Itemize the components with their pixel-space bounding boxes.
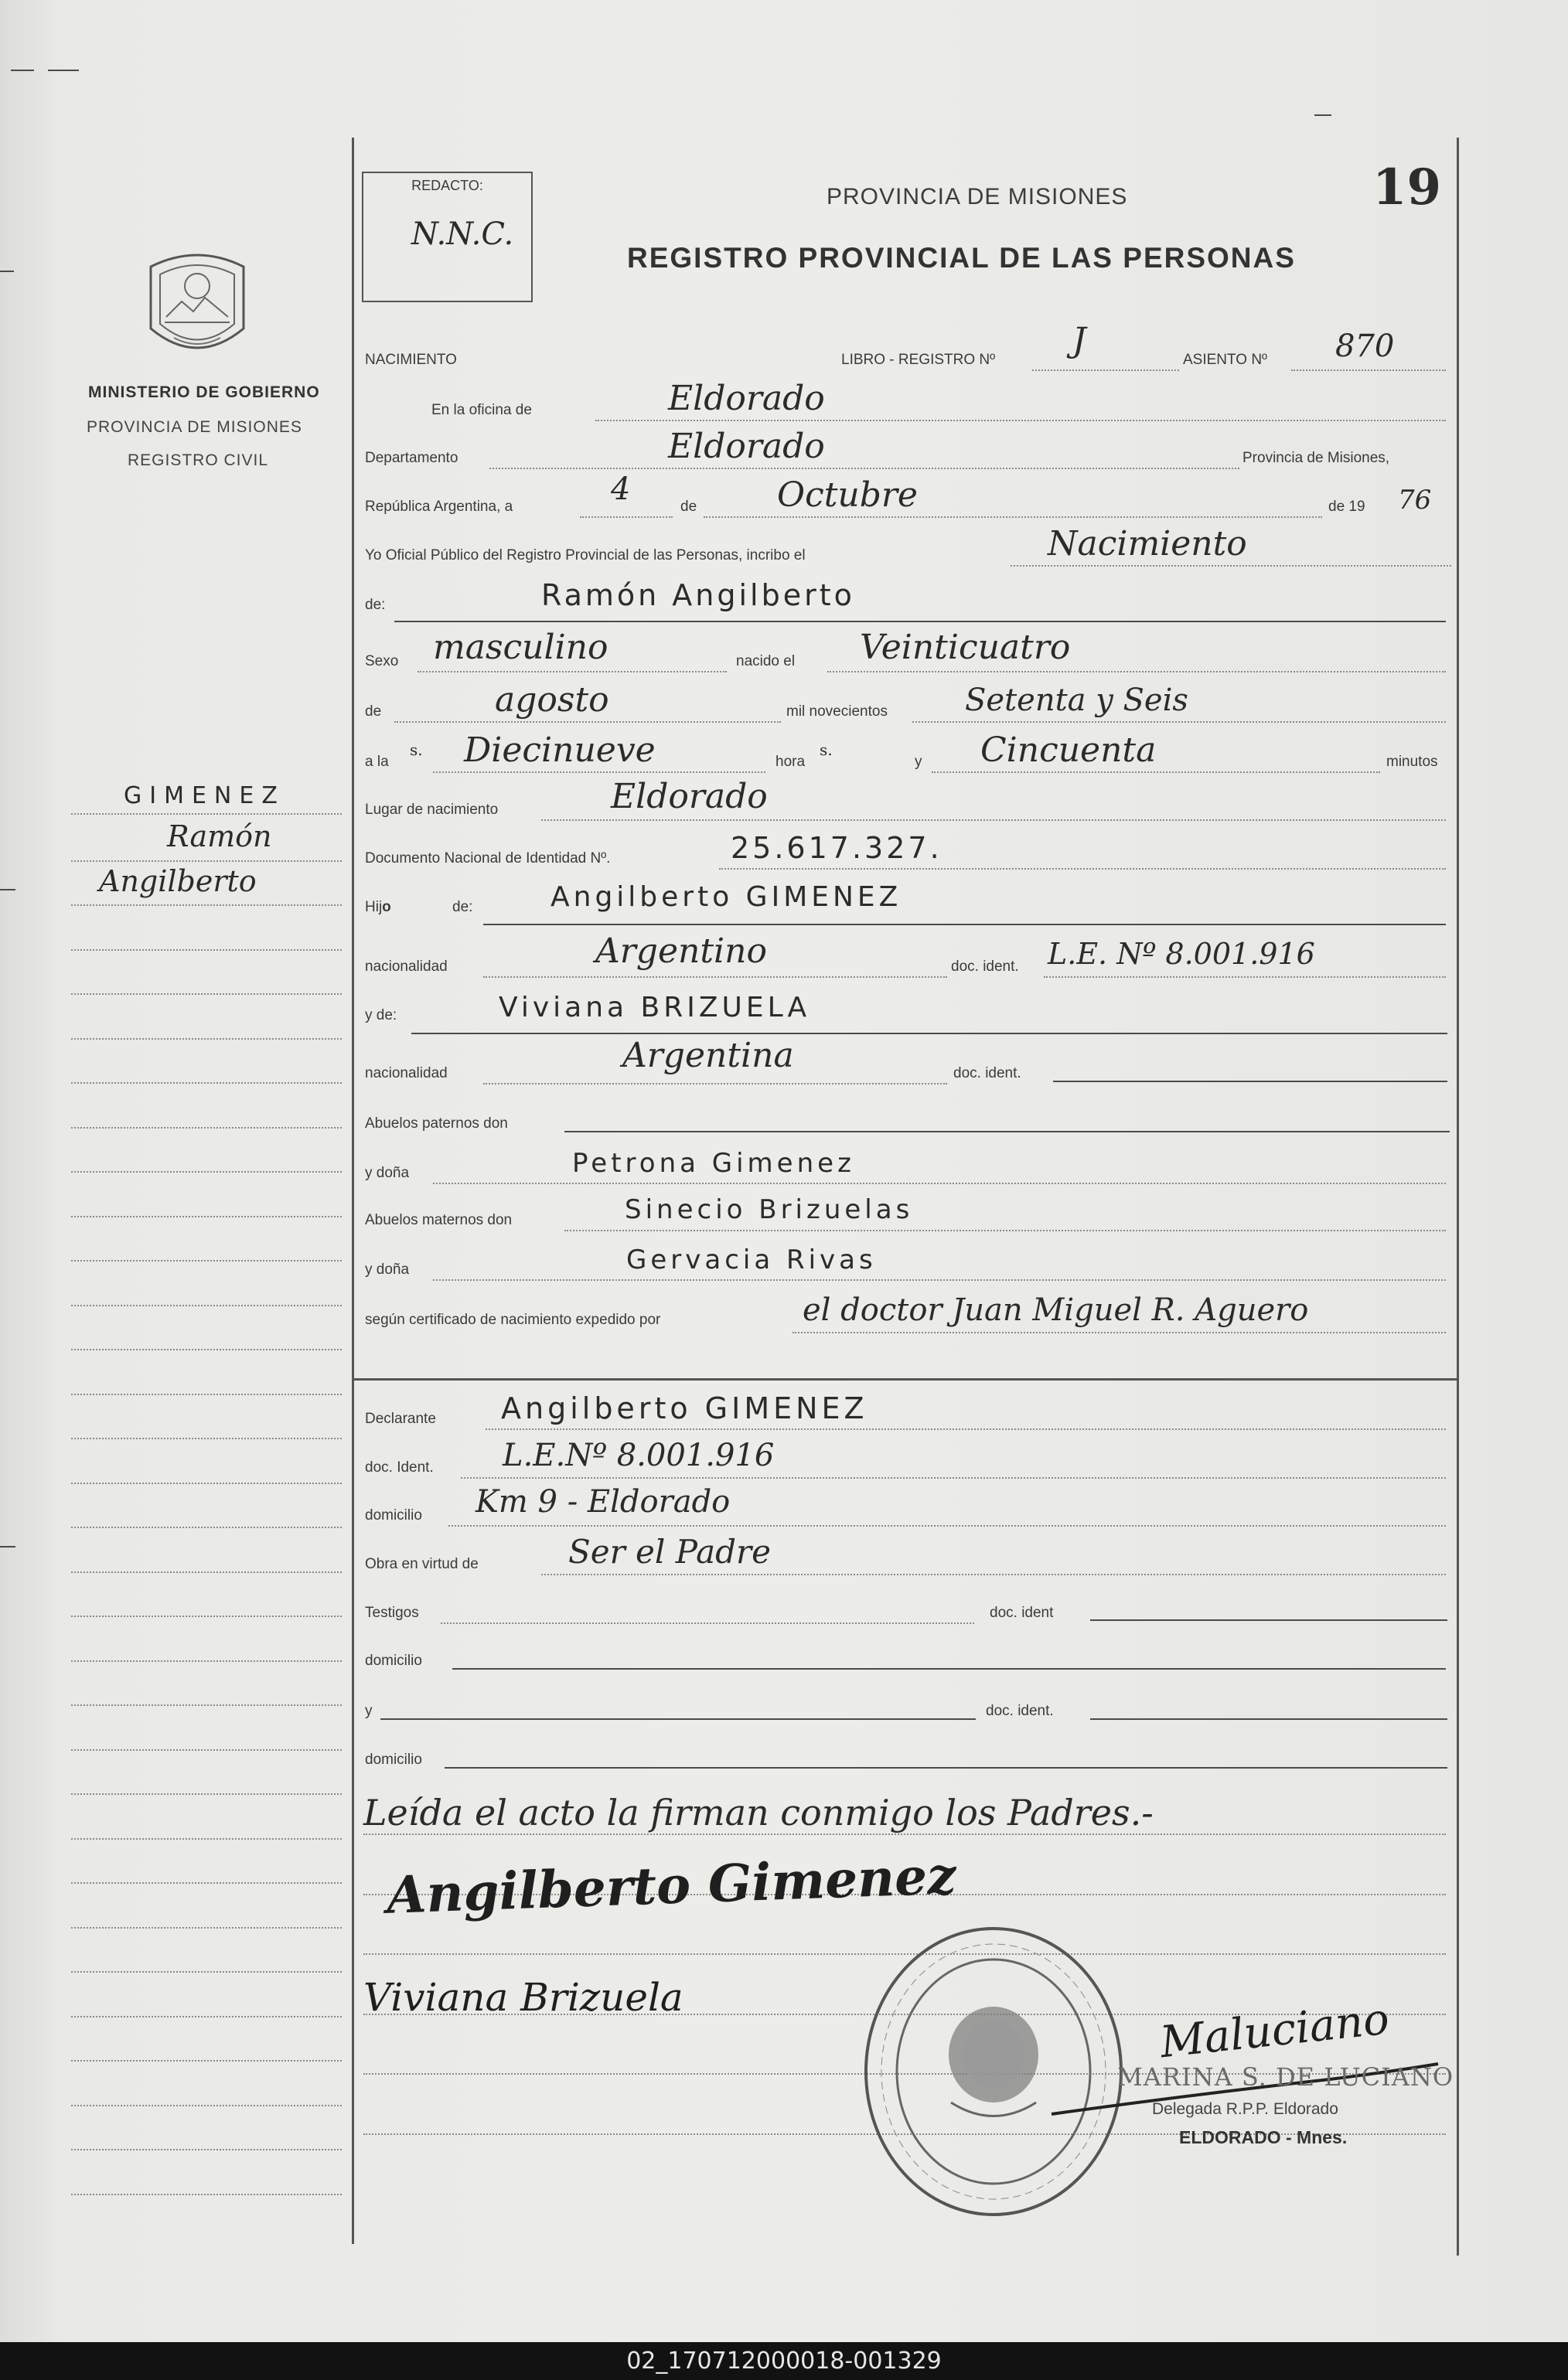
hora-value: Diecinueve bbox=[464, 730, 656, 770]
acto-line bbox=[1011, 565, 1451, 567]
margin-name1: Ramón bbox=[167, 819, 272, 853]
abuela-p-value: Petrona Gimenez bbox=[572, 1148, 855, 1179]
domicilio3-line bbox=[445, 1767, 1447, 1769]
padre-line bbox=[483, 924, 1446, 925]
dni-line bbox=[719, 868, 1446, 870]
obra-value: Ser el Padre bbox=[568, 1533, 771, 1571]
domicilio2-label: domicilio bbox=[365, 1653, 422, 1669]
domicilio2-line bbox=[452, 1668, 1446, 1670]
hora-line bbox=[433, 771, 765, 773]
sexo-label: Sexo bbox=[365, 653, 399, 669]
obra-label: Obra en virtud de bbox=[365, 1556, 479, 1572]
abuelos-p-line bbox=[564, 1131, 1450, 1132]
margin-line bbox=[71, 1305, 342, 1306]
margin-surname: GIMENEZ bbox=[124, 782, 285, 809]
lugar-label: Lugar de nacimiento bbox=[365, 802, 499, 818]
docident2-line bbox=[1090, 1619, 1447, 1621]
official-place: ELDORADO - Mnes. bbox=[1179, 2127, 1348, 2147]
header-province: PROVINCIA DE MISIONES bbox=[827, 184, 1128, 209]
oficina-value: Eldorado bbox=[668, 379, 825, 418]
nac2-label: nacionalidad bbox=[365, 1065, 448, 1081]
domicilio-line bbox=[448, 1525, 1446, 1527]
margin-line bbox=[71, 1171, 342, 1173]
dia-value: 4 bbox=[611, 472, 631, 507]
margin-line bbox=[71, 860, 342, 862]
hijo-de-label: de: bbox=[452, 899, 473, 915]
margin-line bbox=[71, 813, 342, 815]
certificado-value: el doctor Juan Miguel R. Aguero bbox=[803, 1292, 1309, 1328]
madre-line bbox=[411, 1033, 1447, 1034]
abuela-p-line bbox=[433, 1183, 1446, 1184]
departamento-line bbox=[489, 468, 1239, 469]
minutos-line bbox=[932, 771, 1380, 773]
margin-line bbox=[71, 1038, 342, 1040]
republica-label: República Argentina, a bbox=[365, 499, 513, 515]
misiones-seal-icon bbox=[143, 243, 251, 367]
abuelo-m-value: Sinecio Brizuelas bbox=[625, 1194, 914, 1225]
closing-line bbox=[363, 1834, 1446, 1835]
hora-label: hora bbox=[775, 754, 806, 770]
hora-sup: s. bbox=[820, 741, 833, 759]
margin-line bbox=[71, 1704, 342, 1706]
acto-value: Nacimiento bbox=[1048, 524, 1247, 564]
docident2-label: doc. ident bbox=[990, 1605, 1054, 1621]
margin-line bbox=[71, 1082, 342, 1084]
oficial-text: Yo Oficial Público del Registro Provincial de las Personas, incribo el bbox=[365, 547, 806, 564]
abuelos-m-label: Abuelos maternos don bbox=[365, 1212, 513, 1228]
margin-line bbox=[71, 2060, 342, 2062]
y-line bbox=[380, 1718, 976, 1720]
frame-right-line bbox=[1457, 138, 1459, 2256]
margin-line bbox=[71, 2105, 342, 2106]
hijo-label bbox=[365, 899, 391, 916]
margin-line bbox=[71, 1349, 342, 1350]
margin-line bbox=[71, 2016, 342, 2017]
sexo-line bbox=[418, 671, 727, 672]
nac1-value: Argentino bbox=[595, 931, 767, 971]
margin-line bbox=[71, 904, 342, 906]
margin-line bbox=[71, 1616, 342, 1617]
ala-sup: s. bbox=[410, 741, 423, 759]
nacido-label: nacido el bbox=[736, 653, 796, 669]
asiento-label: ASIENTO Nº bbox=[1183, 352, 1267, 368]
margin-line bbox=[71, 1127, 342, 1129]
record-type: NACIMIENTO bbox=[365, 352, 457, 368]
docident3-label: doc. ident. bbox=[986, 1703, 1054, 1719]
hijo-suffix: o bbox=[382, 899, 391, 915]
anio-value: 76 bbox=[1398, 485, 1432, 516]
margin-line bbox=[71, 1216, 342, 1217]
official-name: MARINA S. DE LUCIANO bbox=[1117, 2062, 1454, 2092]
redacto-value: N.N.C. bbox=[411, 216, 514, 252]
margin-line bbox=[71, 1882, 342, 1884]
docid1-value: L.E. Nº 8.001.916 bbox=[1048, 937, 1315, 971]
seal-ministry: MINISTERIO DE GOBIERNO bbox=[88, 383, 320, 401]
nac2-line bbox=[483, 1083, 947, 1084]
anio-nac-value: Setenta y Seis bbox=[965, 683, 1188, 718]
redacto-box bbox=[362, 172, 533, 302]
file-id-caption: 02_170712000018-001329 bbox=[0, 2342, 1568, 2380]
testigos-line bbox=[441, 1622, 974, 1624]
margin-line bbox=[71, 1927, 342, 1929]
padre-value: Angilberto GIMENEZ bbox=[551, 881, 902, 913]
margin-line bbox=[71, 1483, 342, 1484]
docident-value: L.E.Nº 8.001.916 bbox=[503, 1438, 775, 1473]
docid1-label: doc. ident. bbox=[951, 958, 1019, 975]
frame-left-line bbox=[352, 138, 354, 2244]
nombre-line bbox=[394, 621, 1446, 622]
asiento-line bbox=[1291, 369, 1446, 371]
margin-line bbox=[71, 1749, 342, 1751]
docident3-line bbox=[1090, 1718, 1447, 1720]
abuela-m-line bbox=[433, 1279, 1446, 1281]
lugar-value: Eldorado bbox=[611, 777, 768, 816]
y-label: y bbox=[365, 1703, 373, 1719]
binding-mark bbox=[1314, 114, 1331, 116]
yde-label: y de: bbox=[365, 1007, 397, 1023]
signature-father: Angilberto Gimenez bbox=[385, 1845, 957, 1925]
oficina-label: En la oficina de bbox=[431, 402, 532, 418]
nac1-label: nacionalidad bbox=[365, 958, 448, 975]
abuelo-m-line bbox=[564, 1230, 1446, 1231]
de-label: de bbox=[680, 499, 697, 515]
mes-nac-value: agosto bbox=[495, 680, 609, 720]
docid1-line bbox=[1044, 976, 1446, 978]
minutos-label: minutos bbox=[1386, 754, 1438, 770]
docid2-line bbox=[1053, 1081, 1447, 1082]
nacido-value: Veinticuatro bbox=[860, 628, 1071, 667]
declarante-value: Angilberto GIMENEZ bbox=[501, 1391, 868, 1425]
departamento-value: Eldorado bbox=[668, 427, 825, 466]
official-role: Delegada R.P.P. Eldorado bbox=[1152, 2100, 1338, 2118]
signature-mother: Viviana Brizuela bbox=[363, 1975, 683, 2020]
dia-line bbox=[580, 516, 673, 518]
binding-mark bbox=[11, 70, 34, 71]
sexo-value: masculino bbox=[433, 628, 608, 667]
docident-line bbox=[461, 1477, 1446, 1479]
docident-label: doc. Ident. bbox=[365, 1459, 434, 1476]
ala-label: a la bbox=[365, 754, 389, 770]
mes-value: Octubre bbox=[777, 475, 918, 515]
anio-nac-line bbox=[912, 721, 1446, 723]
declarante-line bbox=[486, 1428, 1446, 1430]
margin-line bbox=[71, 2149, 342, 2150]
binding-mark bbox=[0, 889, 15, 890]
abuela-m-value: Gervacia Rivas bbox=[626, 1244, 877, 1275]
nacido-line bbox=[827, 671, 1446, 672]
mil-label: mil novecientos bbox=[786, 703, 888, 720]
margin-line bbox=[71, 949, 342, 951]
ydona1-label: y doña bbox=[365, 1165, 410, 1181]
oficina-line bbox=[595, 420, 1446, 421]
domicilio-value: Km 9 - Eldorado bbox=[476, 1484, 731, 1520]
abuelos-p-label: Abuelos paternos don bbox=[365, 1115, 508, 1132]
obra-line bbox=[541, 1574, 1446, 1575]
margin-line bbox=[71, 2194, 342, 2195]
margin-line bbox=[71, 1394, 342, 1395]
header-registry: REGISTRO PROVINCIAL DE LAS PERSONAS bbox=[627, 242, 1296, 274]
de2-label: de: bbox=[365, 597, 386, 613]
y-label: y bbox=[915, 754, 922, 770]
declarante-label: Declarante bbox=[365, 1411, 436, 1427]
hijo-text: Hij bbox=[365, 899, 383, 915]
binding-mark bbox=[48, 70, 79, 71]
official-signature: Maluciano bbox=[1157, 1994, 1392, 2068]
minutos-value: Cincuenta bbox=[980, 730, 1157, 770]
libro-line bbox=[1032, 369, 1179, 371]
anio-prefix: de 19 bbox=[1328, 499, 1365, 515]
margin-line bbox=[71, 1660, 342, 1662]
binding-mark bbox=[0, 1546, 15, 1548]
redacto-label: REDACTO: bbox=[411, 178, 483, 193]
margin-line bbox=[71, 1971, 342, 1973]
certificado-line bbox=[793, 1332, 1446, 1333]
ydona2-label: y doña bbox=[365, 1262, 410, 1278]
margin-name2: Angilberto bbox=[99, 864, 257, 898]
mes-line bbox=[704, 516, 1322, 518]
dni-value: 25.617.327. bbox=[731, 831, 943, 865]
margin-line bbox=[71, 1527, 342, 1528]
margin-line bbox=[71, 1438, 342, 1439]
page-number: 19 bbox=[1372, 158, 1442, 216]
margin-line bbox=[71, 1793, 342, 1795]
asiento-value: 870 bbox=[1335, 329, 1395, 364]
seal-province: PROVINCIA DE MISIONES bbox=[87, 418, 302, 436]
lugar-line bbox=[541, 819, 1446, 821]
libro-label: LIBRO - REGISTRO Nº bbox=[841, 352, 996, 368]
madre-value: Viviana BRIZUELA bbox=[499, 992, 811, 1023]
margin-line bbox=[71, 993, 342, 995]
margin-line bbox=[71, 1571, 342, 1573]
margin-line bbox=[71, 1838, 342, 1840]
mes-nac-line bbox=[394, 721, 781, 723]
departamento-label: Departamento bbox=[365, 450, 458, 466]
libro-value: J bbox=[1072, 321, 1086, 360]
testigos-label: Testigos bbox=[365, 1605, 419, 1621]
seal-office: REGISTRO CIVIL bbox=[128, 451, 269, 469]
domicilio-label: domicilio bbox=[365, 1507, 422, 1524]
domicilio3-label: domicilio bbox=[365, 1752, 422, 1768]
closing-text: Leída el acto la firman conmigo los Padres.- bbox=[363, 1792, 1154, 1834]
de3-label: de bbox=[365, 703, 382, 720]
binding-mark bbox=[0, 271, 14, 272]
provincia-text: Provincia de Misiones, bbox=[1242, 450, 1390, 466]
section-divider bbox=[352, 1378, 1459, 1381]
margin-line bbox=[71, 1260, 342, 1262]
nombre-value: Ramón Angilberto bbox=[541, 578, 855, 612]
nac2-value: Argentina bbox=[622, 1036, 794, 1075]
nac1-line bbox=[483, 976, 947, 978]
dni-label: Documento Nacional de Identidad Nº. bbox=[365, 850, 611, 867]
docid2-label: doc. ident. bbox=[953, 1065, 1021, 1081]
certificado-label: según certificado de nacimiento expedido por bbox=[365, 1312, 661, 1328]
